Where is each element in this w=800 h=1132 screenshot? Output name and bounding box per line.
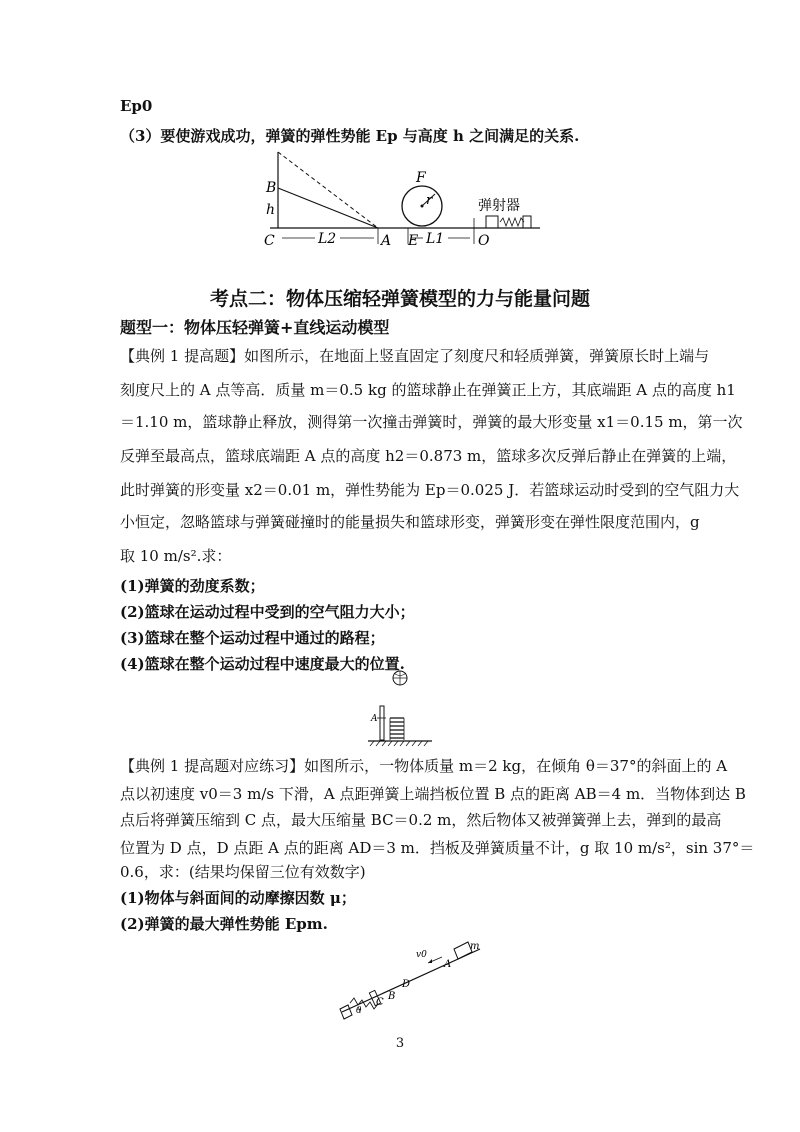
label-theta: θ bbox=[356, 1006, 362, 1016]
label-C-fig3: C bbox=[376, 997, 384, 1008]
label-O: O bbox=[478, 233, 490, 248]
label-D: D bbox=[402, 979, 411, 990]
label-L2: L2 bbox=[318, 231, 337, 247]
example2-question: (1)物体与斜面间的动摩擦因数 μ； bbox=[120, 889, 356, 907]
example1-question: (1)弹簧的劲度系数； bbox=[120, 577, 265, 595]
example1-question: (3)篮球在整个运动过程中通过的路程； bbox=[120, 629, 385, 647]
section-title: 考点二：物体压缩轻弹簧模型的力与能量问题 bbox=[209, 288, 590, 310]
example1-line: 此时弹簧的形变量 x2＝0.01 m，弹性势能为 Ep＝0.025 J．若篮球运动时受到的空气阻力大 bbox=[120, 481, 740, 499]
label-launcher: 弹射器 bbox=[478, 198, 520, 214]
label-A: A bbox=[381, 233, 392, 248]
example1-line: 小恒定，忽略篮球与弹簧碰撞时的能量损失和篮球形变，弹簧形变在弹性限度范围内，g bbox=[120, 513, 700, 531]
example1-line: 反弹至最高点，篮球底端距 A 点的高度 h2＝0.873 m，篮球多次反弹后静止在弹簧的上端， bbox=[120, 447, 737, 465]
example1-line: ＝1.10 m，篮球静止释放，测得第一次撞击弹簧时，弹簧的最大形变量 x1＝0.15 m，第一次 bbox=[120, 413, 743, 431]
label-F: F bbox=[416, 170, 426, 186]
label-C: C bbox=[264, 233, 275, 248]
figure-ramp-loop bbox=[260, 148, 550, 248]
example1-question: (4)篮球在整个运动过程中速度最大的位置. bbox=[120, 655, 405, 673]
example2-line: 点以初速度 v0＝3 m/s 下滑，A 点距弹簧上端挡板位置 B 点的距离 AB＝4 m．当物体到达 B bbox=[120, 785, 746, 803]
example1-line: 取 10 m/s².求： bbox=[120, 547, 232, 565]
question-3: （3）要使游戏成功，弹簧的弹性势能 Ep 与高度 h 之间满足的关系. bbox=[120, 127, 580, 145]
label-E: E bbox=[408, 233, 419, 248]
figure-incline-spring bbox=[330, 935, 490, 1020]
label-h: h bbox=[266, 202, 276, 218]
label-A-fig3: A bbox=[444, 959, 452, 970]
figure-ball-spring bbox=[360, 664, 440, 750]
label-B-fig3: B bbox=[388, 991, 396, 1002]
example2-question: (2)弹簧的最大弹性势能 Epm. bbox=[120, 915, 328, 933]
label-B: B bbox=[266, 180, 277, 196]
ep0-fragment: Ep0 bbox=[120, 97, 153, 115]
example2-line: 点后将弹簧压缩到 C 点，最大压缩量 BC＝0.2 m，然后物体又被弹簧弹上去，弹到的最高 bbox=[120, 811, 722, 829]
example1-question: (2)篮球在运动过程中受到的空气阻力大小； bbox=[120, 603, 415, 621]
label-v0: v0 bbox=[416, 950, 427, 960]
label-r: r bbox=[426, 193, 433, 208]
label-L1: L1 bbox=[426, 231, 445, 247]
label-m: m bbox=[470, 941, 480, 952]
label-A-fig2: A bbox=[371, 714, 378, 724]
example1-line: 【典例 1 提高题】如图所示，在地面上竖直固定了刻度尺和轻质弹簧，弹簧原长时上端与 bbox=[120, 347, 710, 365]
example1-line: 刻度尺上的 A 点等高．质量 m＝0.5 kg 的篮球静止在弹簧正上方，其底端距 A 点的高度 h1 bbox=[120, 381, 736, 399]
example2-line: 【典例 1 提高题对应练习】如图所示，一物体质量 m＝2 kg，在倾角 θ＝37°的斜面上的 A bbox=[120, 757, 728, 775]
type-heading: 题型一：物体压轻弹簧+直线运动模型 bbox=[120, 318, 390, 337]
example2-line: 位置为 D 点，D 点距 A 点的距离 AD＝3 m．挡板及弹簧质量不计，g 取 10 m/s²，sin 37°＝ bbox=[120, 839, 755, 857]
page-number: 3 bbox=[395, 1036, 405, 1051]
example2-line: 0.6，求：(结果均保留三位有效数字) bbox=[120, 863, 366, 881]
